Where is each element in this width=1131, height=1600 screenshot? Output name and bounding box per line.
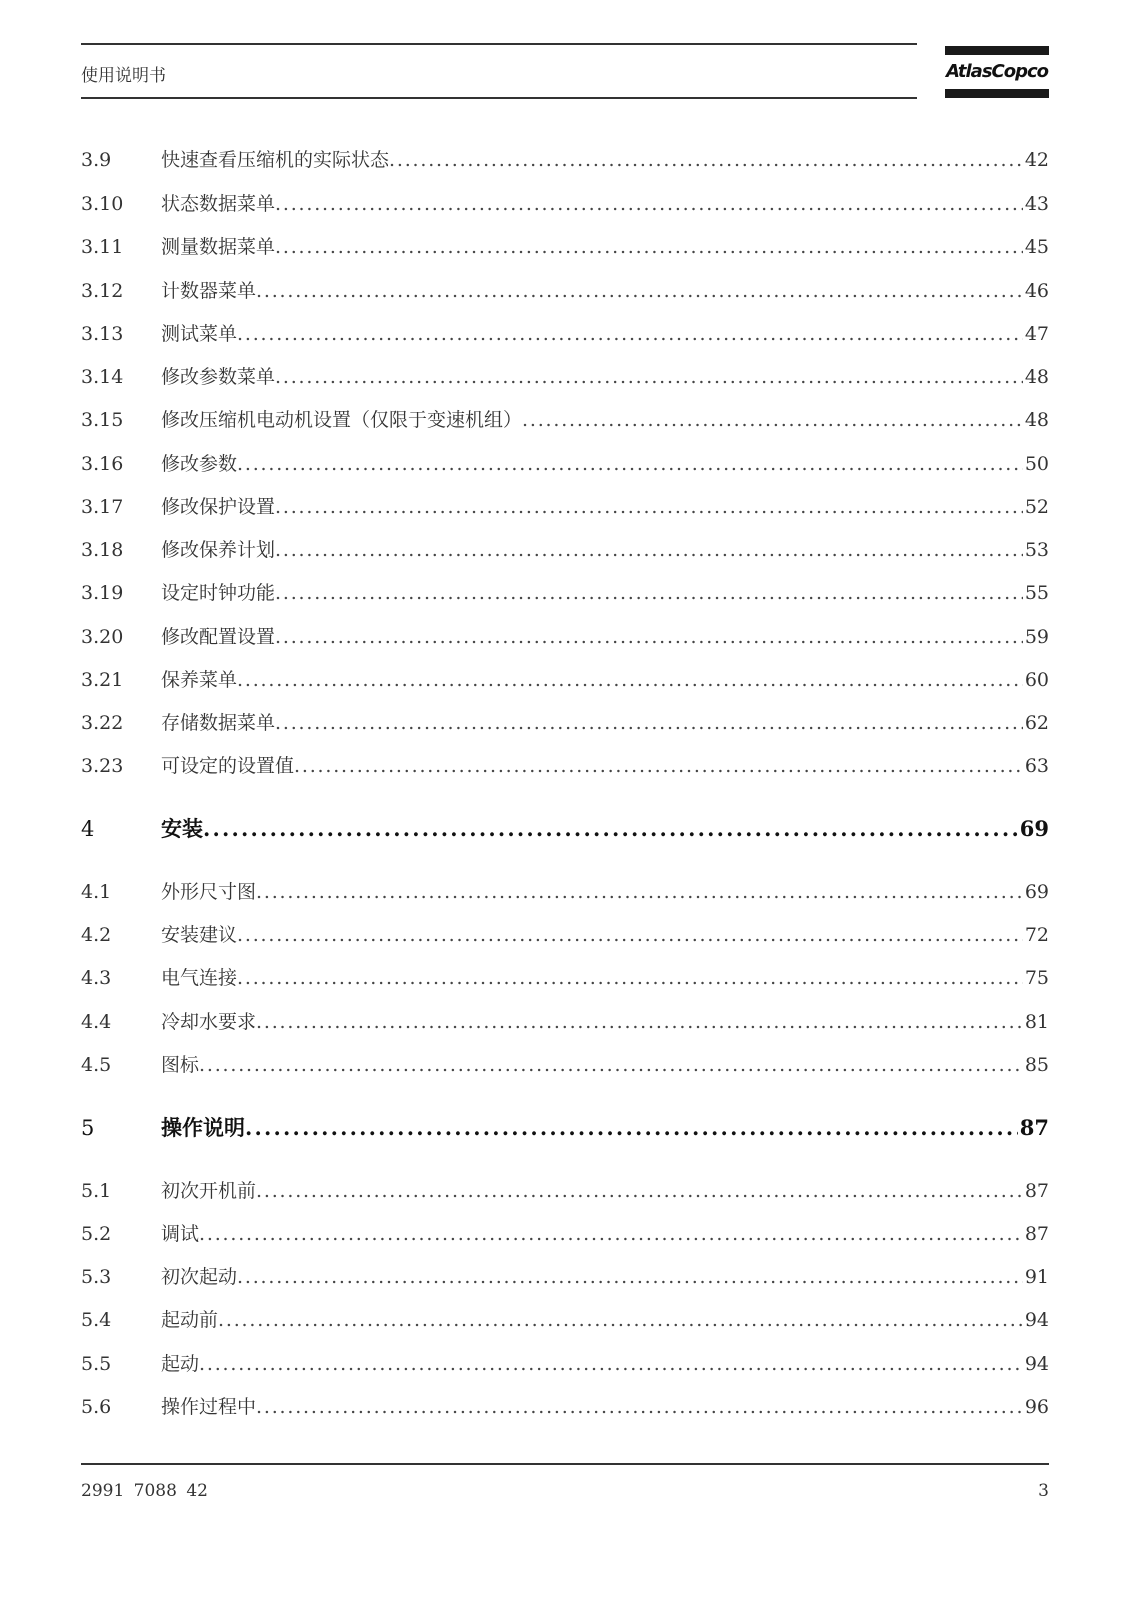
logo-bar-bottom <box>945 89 1049 98</box>
toc-entry[interactable] <box>81 492 1049 522</box>
toc-entry-page: 55 <box>1024 582 1049 604</box>
toc-dot-leader <box>256 1180 1023 1202</box>
toc-entry-number: 5.6 <box>81 1396 112 1418</box>
toc-entry-number: 5.3 <box>81 1266 112 1288</box>
toc-entry-number: 3.12 <box>81 280 124 302</box>
header-rule-top <box>81 43 917 45</box>
toc-dot-leader <box>256 280 1023 302</box>
toc-entry-page: 62 <box>1024 712 1049 734</box>
toc-entry-number: 3.11 <box>81 236 124 258</box>
toc-dot-leader <box>199 1353 1023 1375</box>
toc-entry-page: 50 <box>1024 453 1049 475</box>
toc-entry-number: 5 <box>81 1116 95 1140</box>
toc-entry-page: 52 <box>1024 496 1049 518</box>
toc-entry-page: 60 <box>1024 669 1049 691</box>
toc-entry-number: 3.13 <box>81 323 124 345</box>
toc-entry-page: 85 <box>1024 1054 1049 1076</box>
page-footer <box>81 1463 1049 1523</box>
toc-entry-page: 59 <box>1024 626 1049 648</box>
logo-text: AtlasCopco <box>945 61 1049 82</box>
toc-entry-page: 87 <box>1024 1180 1049 1202</box>
toc-entry-number: 5.5 <box>81 1353 112 1375</box>
toc-entry[interactable] <box>81 1007 1049 1037</box>
toc-entry-title: 修改配置设置 <box>161 626 276 648</box>
toc-entry-number: 3.22 <box>81 712 124 734</box>
toc-dot-leader <box>275 193 1023 215</box>
toc-entry-number: 5.4 <box>81 1309 112 1331</box>
toc-entry-title: 调试 <box>161 1223 200 1245</box>
toc-entry-page: 96 <box>1024 1396 1049 1418</box>
toc-entry[interactable] <box>81 665 1049 695</box>
toc-entry[interactable] <box>81 877 1049 907</box>
toc-entry-title: 快速查看压缩机的实际状态 <box>161 149 390 171</box>
toc-entry-title: 测量数据菜单 <box>161 236 276 258</box>
toc-entry[interactable] <box>81 708 1049 738</box>
toc-entry-number: 3.16 <box>81 453 124 475</box>
toc-dot-leader <box>199 1223 1023 1245</box>
toc-dot-leader <box>275 582 1023 604</box>
toc-entry-page: 48 <box>1024 409 1049 431</box>
toc-entry-number: 4.4 <box>81 1011 112 1033</box>
toc-entry-title: 图标 <box>161 1054 200 1076</box>
toc-entry-title: 外形尺寸图 <box>161 881 257 903</box>
toc-entry-page: 94 <box>1024 1309 1049 1331</box>
toc-entry[interactable] <box>81 405 1049 435</box>
header-title: 使用说明书 <box>81 66 166 86</box>
toc-entry[interactable] <box>81 622 1049 652</box>
toc-dot-leader <box>237 323 1023 345</box>
toc-entry-number: 3.23 <box>81 755 124 777</box>
page-header <box>81 0 1049 110</box>
toc-entry-title: 冷却水要求 <box>161 1011 257 1033</box>
toc-entry-page: 87 <box>1024 1223 1049 1245</box>
toc-entry-title: 电气连接 <box>161 967 238 989</box>
toc-entry-page: 47 <box>1024 323 1049 345</box>
toc-entry[interactable] <box>81 1050 1049 1080</box>
toc-dot-leader <box>389 149 1023 171</box>
toc-chapter-entry[interactable] <box>81 1112 1049 1142</box>
toc-entry-title: 起动前 <box>161 1309 219 1331</box>
toc-entry-title: 初次开机前 <box>161 1180 257 1202</box>
toc-entry[interactable] <box>81 145 1049 175</box>
toc-entry[interactable] <box>81 189 1049 219</box>
toc-dot-leader <box>237 924 1023 946</box>
toc-entry[interactable] <box>81 449 1049 479</box>
toc-entry[interactable] <box>81 920 1049 950</box>
toc-entry[interactable] <box>81 751 1049 781</box>
toc-entry-title: 测试菜单 <box>161 323 238 345</box>
toc-entry-title: 修改参数 <box>161 453 238 475</box>
toc-entry-page: 43 <box>1024 193 1049 215</box>
toc-entry-page: 45 <box>1024 236 1049 258</box>
toc-entry-title: 修改参数菜单 <box>161 366 276 388</box>
toc-entry[interactable] <box>81 1305 1049 1335</box>
toc-chapter-entry[interactable] <box>81 813 1049 843</box>
toc-dot-leader <box>294 755 1023 777</box>
toc-entry-page: 87 <box>1019 1115 1049 1140</box>
footer-rule <box>81 1463 1049 1465</box>
toc-dot-leader <box>275 236 1023 258</box>
toc-entry-page: 42 <box>1024 149 1049 171</box>
toc-entry[interactable] <box>81 1392 1049 1422</box>
toc-entry-page: 75 <box>1024 967 1049 989</box>
toc-dot-leader <box>275 366 1023 388</box>
document-number: 2991 7088 42 <box>81 1481 208 1501</box>
toc-entry-number: 4.3 <box>81 967 112 989</box>
toc-entry-page: 94 <box>1024 1353 1049 1375</box>
toc-dot-leader <box>275 626 1023 648</box>
toc-dot-leader <box>256 1396 1023 1418</box>
toc-entry-number: 3.9 <box>81 149 112 171</box>
toc-entry-title: 保养菜单 <box>161 669 238 691</box>
toc-dot-leader <box>275 496 1023 518</box>
toc-entry-number: 3.20 <box>81 626 124 648</box>
header-rule-bottom <box>81 97 917 99</box>
toc-dot-leader <box>203 816 1018 841</box>
toc-entry[interactable] <box>81 578 1049 608</box>
toc-dot-leader <box>245 1115 1018 1140</box>
toc-dot-leader <box>275 539 1023 561</box>
toc-dot-leader <box>256 881 1023 903</box>
logo-bar-top <box>945 46 1049 55</box>
toc-entry-number: 4.5 <box>81 1054 112 1076</box>
toc-dot-leader <box>275 712 1023 734</box>
toc-entry-number: 4 <box>81 817 95 841</box>
toc-entry-page: 63 <box>1024 755 1049 777</box>
toc-entry-title: 计数器菜单 <box>161 280 257 302</box>
toc-entry-page: 72 <box>1024 924 1049 946</box>
toc-entry-title: 存储数据菜单 <box>161 712 276 734</box>
toc-entry[interactable] <box>81 319 1049 349</box>
toc-entry-title: 操作过程中 <box>161 1396 257 1418</box>
toc-entry-page: 91 <box>1024 1266 1049 1288</box>
toc-entry[interactable] <box>81 362 1049 392</box>
toc-entry-page: 81 <box>1024 1011 1049 1033</box>
toc-entry[interactable] <box>81 232 1049 262</box>
toc-entry-number: 5.2 <box>81 1223 112 1245</box>
toc-entry-number: 3.10 <box>81 193 124 215</box>
toc-entry-page: 48 <box>1024 366 1049 388</box>
toc-entry-title: 操作说明 <box>161 1115 245 1140</box>
toc-entry-title: 初次起动 <box>161 1266 238 1288</box>
toc-entry-page: 69 <box>1019 816 1049 841</box>
toc-entry-title: 设定时钟功能 <box>161 582 276 604</box>
toc-dot-leader <box>237 453 1023 475</box>
toc-entry-title: 修改保护设置 <box>161 496 276 518</box>
toc-entry-title: 可设定的设置值 <box>161 755 295 777</box>
toc-entry-number: 4.1 <box>81 881 112 903</box>
toc-entry-page: 46 <box>1024 280 1049 302</box>
toc-dot-leader <box>256 1011 1023 1033</box>
toc-entry-number: 3.19 <box>81 582 124 604</box>
toc-entry[interactable] <box>81 535 1049 565</box>
toc-entry-title: 安装建议 <box>161 924 238 946</box>
toc-entry-number: 3.17 <box>81 496 124 518</box>
toc-entry-number: 4.2 <box>81 924 112 946</box>
toc-dot-leader <box>237 1266 1023 1288</box>
toc-entry-page: 53 <box>1024 539 1049 561</box>
atlas-copco-logo <box>945 46 1049 98</box>
toc-entry-number: 3.14 <box>81 366 124 388</box>
toc-entry[interactable] <box>81 1262 1049 1292</box>
toc-entry-page: 69 <box>1024 881 1049 903</box>
toc-entry-title: 修改压缩机电动机设置（仅限于变速机组） <box>161 409 523 431</box>
toc-entry-title: 起动 <box>161 1353 200 1375</box>
toc-entry[interactable] <box>81 276 1049 306</box>
toc-entry-number: 5.1 <box>81 1180 112 1202</box>
page-number: 3 <box>1038 1481 1049 1501</box>
toc-dot-leader <box>218 1309 1023 1331</box>
toc-entry[interactable] <box>81 1349 1049 1379</box>
toc-entry-number: 3.15 <box>81 409 124 431</box>
toc-dot-leader <box>199 1054 1023 1076</box>
toc-entry-title: 修改保养计划 <box>161 539 276 561</box>
toc-entry-number: 3.18 <box>81 539 124 561</box>
toc-dot-leader <box>237 669 1023 691</box>
toc-entry[interactable] <box>81 963 1049 993</box>
toc-entry[interactable] <box>81 1176 1049 1206</box>
toc-entry-number: 3.21 <box>81 669 124 691</box>
toc-dot-leader <box>522 409 1023 431</box>
toc-entry[interactable] <box>81 1219 1049 1249</box>
toc-entry-title: 安装 <box>161 816 203 841</box>
toc-entry-title: 状态数据菜单 <box>161 193 276 215</box>
toc-dot-leader <box>237 967 1023 989</box>
